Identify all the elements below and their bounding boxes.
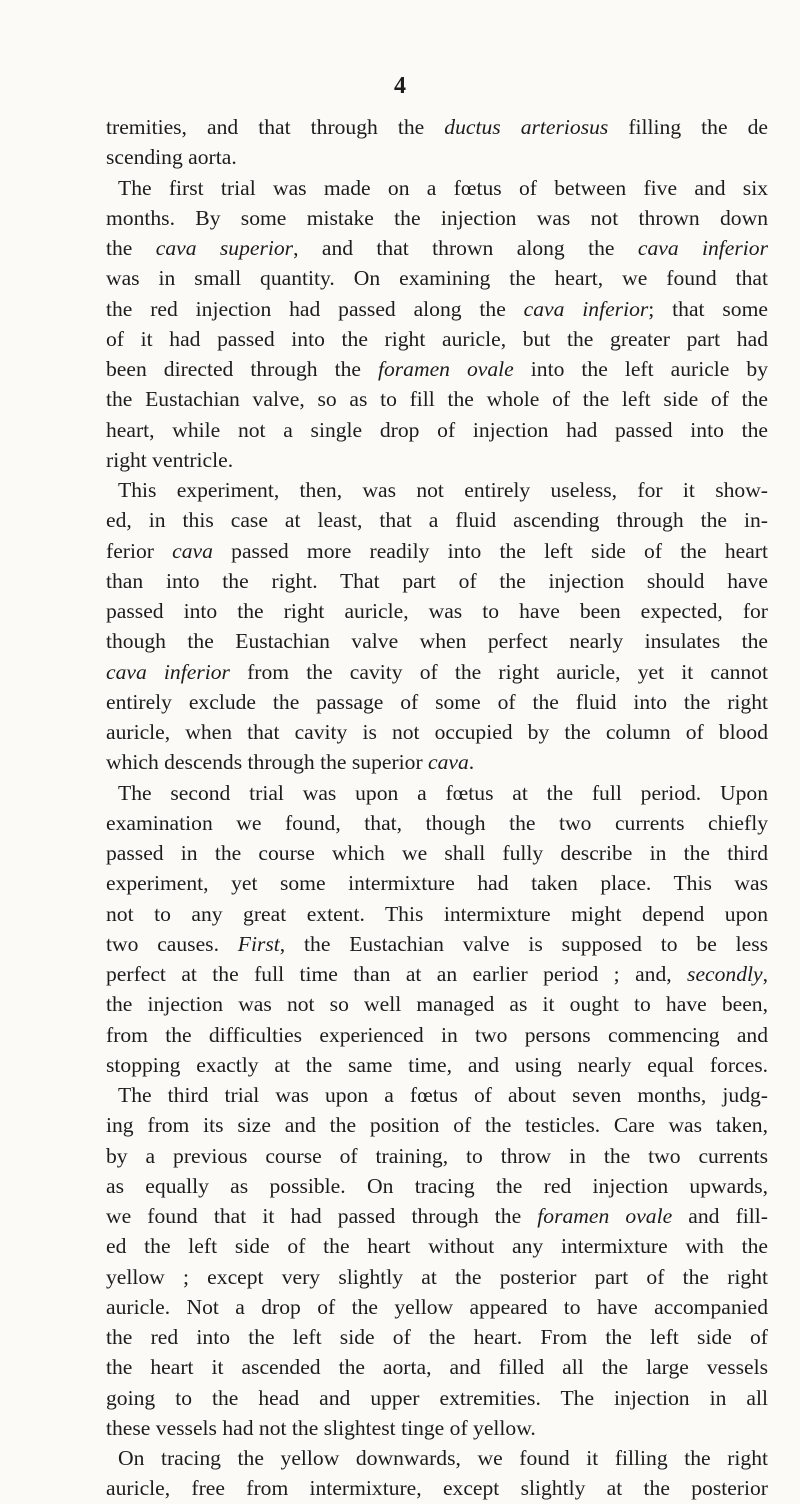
text-line bbox=[106, 1443, 768, 1473]
text-line bbox=[106, 1050, 768, 1080]
italic-term: cava inferior bbox=[637, 236, 768, 260]
text-line bbox=[106, 929, 768, 959]
text-line bbox=[106, 657, 768, 687]
text-line bbox=[106, 626, 768, 656]
text-line bbox=[106, 868, 768, 898]
text-segment: than into the right. That part of the injection should have bbox=[106, 568, 768, 593]
text-segment: , the Eustachian valve is supposed to be less bbox=[279, 931, 768, 956]
text-segment: these vessels had not the slightest tinge of yellow. bbox=[106, 1415, 536, 1440]
text-line bbox=[106, 142, 768, 172]
text-segment: filling the de bbox=[608, 115, 768, 139]
text-segment: entirely exclude the passage of some of the fluid into the right bbox=[106, 689, 768, 714]
text-segment: The first trial was made on a fœtus of between five and six bbox=[118, 175, 768, 200]
text-segment: stopping exactly at the same time, and using nearly equal forces. bbox=[106, 1052, 768, 1077]
text-line bbox=[106, 1322, 768, 1352]
text-segment: ing from its size and the position of the testicles. Care was taken, bbox=[106, 1113, 768, 1138]
text-line bbox=[106, 294, 768, 324]
text-line bbox=[106, 203, 768, 233]
text-segment: into the left auricle by bbox=[513, 357, 768, 381]
text-segment: . bbox=[468, 750, 475, 775]
text-segment: ferior bbox=[106, 538, 173, 563]
text-line bbox=[106, 989, 768, 1019]
text-segment: months. By some mistake the injection was not thrown down bbox=[106, 205, 768, 230]
text-line bbox=[106, 384, 768, 414]
text-line bbox=[106, 263, 768, 293]
text-segment: tremities, and that through the bbox=[106, 115, 445, 139]
text-segment: passed into the right auricle, was to have been expected, for bbox=[106, 599, 768, 623]
text-segment: been directed through the bbox=[106, 357, 378, 381]
text-line bbox=[106, 1201, 768, 1231]
text-segment: passed in the course which we shall fully describe in the third bbox=[106, 841, 768, 865]
text-segment: , bbox=[762, 962, 768, 986]
italic-term: cava inferior bbox=[106, 659, 230, 684]
body-text bbox=[106, 112, 768, 1504]
text-line bbox=[106, 717, 768, 747]
text-segment: scending aorta. bbox=[106, 145, 237, 170]
text-segment: going to the head and upper extremities. The injection in all bbox=[106, 1385, 768, 1410]
text-segment: the red injection had passed along the bbox=[106, 296, 524, 321]
text-segment: yellow ; except very slightly at the posterior part of the right bbox=[106, 1264, 768, 1289]
text-line bbox=[106, 1262, 768, 1292]
text-line bbox=[106, 445, 768, 475]
text-segment: ed, in this case at least, that a fluid ascending through the in- bbox=[106, 508, 768, 533]
text-line bbox=[106, 1080, 768, 1110]
italic-term: cava bbox=[428, 750, 469, 775]
text-line bbox=[106, 475, 768, 505]
italic-term: ductus arteriosus bbox=[444, 115, 609, 139]
text-segment: heart, while not a single drop of injection had passed into the bbox=[106, 417, 768, 442]
text-segment: The second trial was upon a fœtus at the full period. Upon bbox=[118, 780, 768, 805]
text-line bbox=[106, 1413, 768, 1443]
text-segment: not to any great extent. This intermixture might depend upon bbox=[106, 901, 768, 926]
text-line bbox=[106, 324, 768, 354]
text-segment: auricle, when that cavity is not occupied by the column of blood bbox=[106, 720, 768, 744]
italic-term: cava superior bbox=[155, 236, 294, 260]
text-line bbox=[106, 778, 768, 808]
text-segment: experiment, yet some intermixture had taken place. This was bbox=[106, 871, 768, 896]
text-segment: ; that some bbox=[648, 296, 768, 321]
text-segment: On tracing the yellow downwards, we found it filling the right bbox=[118, 1446, 768, 1470]
text-line bbox=[106, 959, 768, 989]
text-segment: and fill- bbox=[672, 1204, 768, 1228]
text-line bbox=[106, 566, 768, 596]
text-segment: which descends through the superior bbox=[106, 750, 429, 775]
text-line bbox=[106, 112, 768, 142]
text-segment: though the Eustachian valve when perfect nearly insulates the bbox=[106, 629, 768, 654]
text-segment: the injection was not so well managed as it ought to have been, bbox=[106, 992, 768, 1017]
text-segment: passed more readily into the left side of the heart bbox=[212, 538, 768, 563]
text-line bbox=[106, 415, 768, 445]
italic-term: secondly bbox=[687, 962, 763, 986]
text-segment: the red into the left side of the heart. From the left side of bbox=[106, 1325, 768, 1349]
italic-term: First bbox=[237, 931, 280, 956]
text-line bbox=[106, 1473, 768, 1503]
text-segment: we found that it had passed through the bbox=[106, 1204, 538, 1228]
text-segment: the Eustachian valve, so as to fill the whole of the left side of the bbox=[106, 387, 768, 412]
text-line bbox=[106, 1231, 768, 1261]
text-segment: examination we found, that, though the two currents chiefly bbox=[106, 810, 768, 835]
text-segment: , and that thrown along the bbox=[293, 236, 638, 260]
text-line bbox=[106, 808, 768, 838]
text-line bbox=[106, 687, 768, 717]
italic-term: cava bbox=[172, 538, 213, 563]
text-line bbox=[106, 899, 768, 929]
italic-term: foramen ovale bbox=[537, 1204, 673, 1228]
text-segment: the bbox=[106, 236, 156, 260]
text-line bbox=[106, 1171, 768, 1201]
text-segment: auricle, free from intermixture, except slightly at the posterior bbox=[106, 1476, 768, 1501]
text-line bbox=[106, 1292, 768, 1322]
text-line bbox=[106, 1020, 768, 1050]
text-segment: two causes. bbox=[106, 931, 238, 956]
text-segment: ed the left side of the heart without any intermixture with the bbox=[106, 1234, 768, 1259]
text-line bbox=[106, 505, 768, 535]
text-segment: by a previous course of training, to throw in the two currents bbox=[106, 1143, 768, 1168]
text-line bbox=[106, 1110, 768, 1140]
text-segment: The third trial was upon a fœtus of about seven months, judg- bbox=[118, 1083, 768, 1107]
text-line bbox=[106, 233, 768, 263]
text-segment: from the cavity of the right auricle, yet it cannot bbox=[229, 659, 768, 684]
text-segment: perfect at the full time than at an earlier period ; and, bbox=[106, 962, 688, 986]
text-segment: right ventricle. bbox=[106, 447, 234, 472]
text-line bbox=[106, 1141, 768, 1171]
text-segment: the heart it ascended the aorta, and filled all the large vessels bbox=[106, 1355, 768, 1380]
text-line bbox=[106, 173, 768, 203]
page-number: 4 bbox=[394, 73, 406, 99]
text-segment: was in small quantity. On examining the heart, we found that bbox=[106, 266, 768, 291]
italic-term: cava inferior bbox=[523, 296, 649, 321]
text-segment: from the difficulties experienced in two persons commencing and bbox=[106, 1022, 768, 1047]
text-line bbox=[106, 596, 768, 626]
text-segment: as equally as possible. On tracing the red injection upwards, bbox=[106, 1173, 768, 1198]
italic-term: foramen ovale bbox=[377, 357, 514, 381]
text-line bbox=[106, 838, 768, 868]
text-segment: This experiment, then, was not entirely useless, for it show- bbox=[118, 478, 768, 502]
text-line bbox=[106, 536, 768, 566]
text-segment: of it had passed into the right auricle, but the greater part had bbox=[106, 326, 768, 351]
text-line bbox=[106, 1352, 768, 1382]
text-segment: auricle. Not a drop of the yellow appeared to have accompanied bbox=[106, 1294, 768, 1319]
text-line bbox=[106, 747, 768, 777]
text-line bbox=[106, 354, 768, 384]
text-line bbox=[106, 1383, 768, 1413]
